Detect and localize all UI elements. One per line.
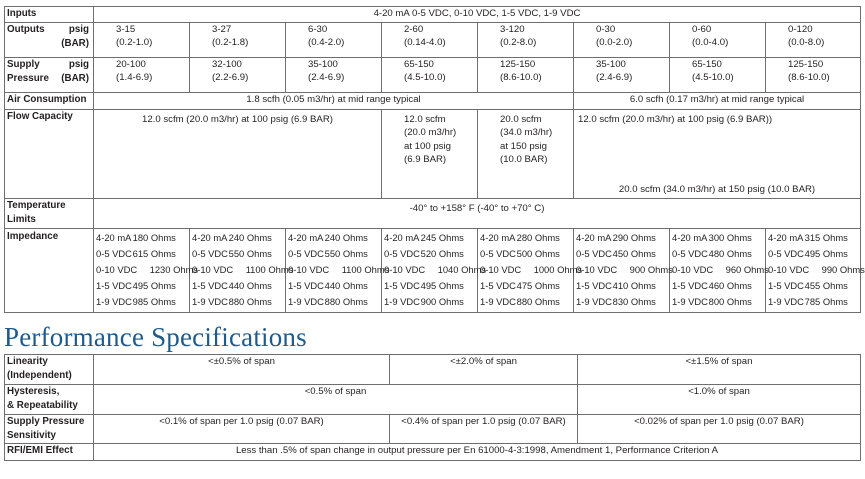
impedance-line <box>480 278 571 294</box>
impedance-line <box>672 278 763 294</box>
linearity-left: <±0.5% of span <box>94 355 390 385</box>
outputs-unit-psig: psig <box>68 24 89 35</box>
impedance-signal: 0-5 VDC <box>480 247 516 259</box>
supply-range-cell: 65-150 (4.5-10.0) <box>382 58 478 93</box>
impedance-ohms: 520 Ohms <box>420 247 464 259</box>
impedance-line <box>480 294 571 310</box>
impedance-ohms: 880 Ohms <box>228 295 272 307</box>
impedance-ohms: 1040 Ohms <box>437 263 487 275</box>
supply-range-cell: 35-100 (2.4-6.9) <box>574 58 670 93</box>
impedance-signal: 0-10 VDC <box>480 263 522 275</box>
impedance-line <box>480 230 571 246</box>
impedance-cell <box>670 229 769 313</box>
impedance-signal: 0-10 VDC <box>96 263 138 275</box>
impedance-line <box>576 294 667 310</box>
linearity-label: Linearity (Independent) <box>5 355 94 385</box>
impedance-signal: 0-5 VDC <box>384 247 420 259</box>
impedance-ohms: 495 Ohms <box>420 279 464 291</box>
impedance-signal: 1-5 VDC <box>192 279 228 291</box>
impedance-ohms: 1100 Ohms <box>245 263 294 275</box>
impedance-signal: 1-9 VDC <box>288 295 324 307</box>
impedance-line <box>672 230 763 246</box>
section-title: Performance Specifications <box>4 322 307 352</box>
output-range-cell: 6-30 (0.4-2.0) <box>286 23 382 58</box>
impedance-ohms: 550 Ohms <box>324 247 368 259</box>
supply-sensitivity-left: <0.1% of span per 1.0 psig (0.07 BAR) <box>94 415 390 444</box>
impedance-ohms: 315 Ohms <box>804 232 848 243</box>
impedance-ohms: 990 Ohms <box>821 263 865 275</box>
performance-table <box>4 354 861 461</box>
supply-range-cell: 32-100 (2.2-6.9) <box>190 58 286 93</box>
impedance-ohms: 245 Ohms <box>420 232 464 243</box>
supply-range-cell: 65-150 (4.5-10.0) <box>670 58 766 93</box>
impedance-signal: 4-20 mA <box>96 232 132 243</box>
impedance-ohms: 615 Ohms <box>132 247 176 259</box>
air-consumption-right: 6.0 scfh (0.17 m3/hr) at mid range typical <box>574 93 861 110</box>
impedance-ohms: 500 Ohms <box>516 247 560 259</box>
impedance-ohms: 180 Ohms <box>132 232 176 243</box>
supply-sensitivity-label: Supply Pressure Sensitivity <box>5 415 94 444</box>
impedance-signal: 1-5 VDC <box>288 279 324 291</box>
impedance-line <box>576 246 667 262</box>
impedance-ohms: 900 Ohms <box>629 263 673 275</box>
impedance-line <box>96 246 187 262</box>
impedance-ohms: 280 Ohms <box>516 232 560 243</box>
impedance-line <box>480 246 571 262</box>
flow-capacity-row <box>5 110 861 199</box>
impedance-line <box>192 294 283 310</box>
inputs-label: Inputs <box>5 7 94 23</box>
impedance-line <box>768 278 858 294</box>
flow-capacity-left: 12.0 scfm (20.0 m3/hr) at 100 psig (6.9 BAR) <box>94 110 382 199</box>
impedance-line <box>384 278 475 294</box>
impedance-line <box>96 294 187 310</box>
outputs-row <box>5 23 861 58</box>
impedance-label: Impedance <box>5 229 94 313</box>
impedance-line <box>672 246 763 262</box>
impedance-line <box>192 246 283 262</box>
output-range-cell: 3-120 (0.2-8.0) <box>478 23 574 58</box>
impedance-line <box>672 262 769 278</box>
impedance-signal: 1-5 VDC <box>96 279 132 291</box>
supply-unit-bar: (BAR) <box>61 72 89 84</box>
impedance-row <box>5 229 861 313</box>
impedance-ohms: 900 Ohms <box>420 295 464 307</box>
impedance-ohms: 475 Ohms <box>516 279 560 291</box>
hysteresis-row <box>5 385 861 415</box>
impedance-signal: 1-9 VDC <box>768 295 804 307</box>
impedance-cell <box>574 229 673 313</box>
air-consumption-left: 1.8 scfh (0.05 m3/hr) at mid range typical <box>94 93 574 110</box>
output-range-cell: 0-60 (0.0-4.0) <box>670 23 766 58</box>
flow-capacity-right-top: 12.0 scfm (20.0 m3/hr) at 100 psig (6.9 BAR)) <box>578 114 773 125</box>
supply-range-cell: 125-150 (8.6-10.0) <box>766 58 861 93</box>
impedance-signal: 1-5 VDC <box>768 279 804 291</box>
impedance-signal: 0-5 VDC <box>288 247 324 259</box>
temperature-label: Temperature Limits <box>5 199 94 229</box>
output-range-cell: 3-15 (0.2-1.0) <box>94 23 190 58</box>
output-range-cell: 3-27 (0.2-1.8) <box>190 23 286 58</box>
impedance-signal: 0-5 VDC <box>576 247 612 259</box>
flow-capacity-mid2: 20.0 scfm (34.0 m3/hr) at 150 psig (10.0 BAR) <box>478 110 574 199</box>
impedance-ohms: 880 Ohms <box>324 295 368 307</box>
impedance-ohms: 440 Ohms <box>228 279 272 291</box>
impedance-signal: 0-5 VDC <box>672 247 708 259</box>
impedance-ohms: 495 Ohms <box>132 279 176 291</box>
linearity-right: <±1.5% of span <box>578 355 861 385</box>
impedance-signal: 4-20 mA <box>384 232 420 243</box>
impedance-signal: 0-5 VDC <box>96 247 132 259</box>
impedance-line <box>576 278 667 294</box>
inputs-value: 4-20 mA 0-5 VDC, 0-10 VDC, 1-5 VDC, 1-9 VDC <box>94 7 861 23</box>
hysteresis-right: <1.0% of span <box>578 385 861 415</box>
impedance-signal: 1-5 VDC <box>384 279 420 291</box>
flow-capacity-mid1: 12.0 scfm (20.0 m3/hr) at 100 psig (6.9 BAR) <box>382 110 478 199</box>
impedance-signal: 1-5 VDC <box>576 279 612 291</box>
flow-capacity-right-bottom: 20.0 scfm (34.0 m3/hr) at 150 psig (10.0 BAR) <box>618 184 816 195</box>
impedance-ohms: 1230 Ohms <box>149 263 199 275</box>
outputs-unit-bar: (BAR) <box>61 37 89 49</box>
impedance-line <box>96 278 187 294</box>
rfi-value: Less than .5% of span change in output pressure per En 61000-4-3:1998, Amendment 1, Performance Criterion A <box>94 444 861 461</box>
impedance-signal: 1-9 VDC <box>672 295 708 307</box>
output-range-cell: 0-120 (0.0-8.0) <box>766 23 861 58</box>
impedance-signal: 1-9 VDC <box>192 295 228 307</box>
impedance-signal: 4-20 mA <box>768 232 804 243</box>
impedance-line <box>384 294 475 310</box>
impedance-signal: 4-20 mA <box>288 232 324 243</box>
supply-sensitivity-row <box>5 415 861 444</box>
impedance-signal: 4-20 mA <box>576 232 612 243</box>
impedance-ohms: 550 Ohms <box>228 247 272 259</box>
impedance-line <box>192 230 283 246</box>
impedance-ohms: 480 Ohms <box>708 247 752 259</box>
impedance-ohms: 290 Ohms <box>612 232 656 243</box>
impedance-ohms: 300 Ohms <box>708 232 752 243</box>
impedance-line <box>288 278 379 294</box>
impedance-ohms: 455 Ohms <box>804 279 848 291</box>
impedance-signal: 0-10 VDC <box>288 263 330 275</box>
impedance-line <box>288 262 390 278</box>
impedance-cell <box>766 229 865 313</box>
impedance-signal: 4-20 mA <box>480 232 516 243</box>
impedance-signal: 1-9 VDC <box>96 295 132 307</box>
impedance-signal: 0-5 VDC <box>192 247 228 259</box>
impedance-line <box>480 262 583 278</box>
impedance-cell <box>94 229 199 313</box>
impedance-ohms: 450 Ohms <box>612 247 656 259</box>
impedance-cell <box>190 229 294 313</box>
impedance-signal: 1-5 VDC <box>480 279 516 291</box>
impedance-signal: 4-20 mA <box>192 232 228 243</box>
impedance-line <box>192 262 294 278</box>
impedance-signal: 0-5 VDC <box>768 247 804 259</box>
flow-capacity-right <box>574 110 861 199</box>
impedance-ohms: 985 Ohms <box>132 295 176 307</box>
linearity-row <box>5 355 861 385</box>
impedance-line <box>768 294 858 310</box>
impedance-ohms: 880 Ohms <box>516 295 560 307</box>
impedance-ohms: 830 Ohms <box>612 295 656 307</box>
impedance-ohms: 460 Ohms <box>708 279 752 291</box>
rfi-label: RFI/EMI Effect <box>5 444 94 461</box>
impedance-line <box>384 262 487 278</box>
hysteresis-left: <0.5% of span <box>94 385 578 415</box>
impedance-line <box>768 230 858 246</box>
impedance-ohms: 410 Ohms <box>612 279 656 291</box>
impedance-signal: 0-10 VDC <box>576 263 618 275</box>
output-range-cell: 2-60 (0.14-4.0) <box>382 23 478 58</box>
impedance-cell <box>382 229 487 313</box>
linearity-mid: <±2.0% of span <box>390 355 578 385</box>
impedance-signal: 0-10 VDC <box>768 263 810 275</box>
supply-range-cell: 35-100 (2.4-6.9) <box>286 58 382 93</box>
impedance-line <box>96 262 199 278</box>
impedance-signal: 1-9 VDC <box>384 295 420 307</box>
impedance-line <box>576 262 673 278</box>
output-range-cell: 0-30 (0.0-2.0) <box>574 23 670 58</box>
inputs-row <box>5 7 861 23</box>
impedance-ohms: 440 Ohms <box>324 279 368 291</box>
supply-unit-psig: psig <box>68 59 89 70</box>
impedance-ohms: 960 Ohms <box>725 263 769 275</box>
impedance-signal: 1-5 VDC <box>672 279 708 291</box>
impedance-line <box>192 278 283 294</box>
supply-label-text2: Pressure <box>7 72 49 84</box>
supply-label-text: Supply <box>7 59 40 70</box>
impedance-signal: 0-10 VDC <box>384 263 426 275</box>
impedance-signal: 0-10 VDC <box>672 263 714 275</box>
impedance-ohms: 800 Ohms <box>708 295 752 307</box>
supply-range-cell: 20-100 (1.4-6.9) <box>94 58 190 93</box>
temperature-value: -40° to +158° F (-40° to +70° C) <box>94 199 861 229</box>
supply-range-cell: 125-150 (8.6-10.0) <box>478 58 574 93</box>
impedance-cell <box>286 229 390 313</box>
outputs-label <box>5 23 94 58</box>
impedance-line <box>672 294 763 310</box>
air-consumption-row <box>5 93 861 110</box>
supply-row <box>5 58 861 93</box>
temperature-row <box>5 199 861 229</box>
hysteresis-label: Hysteresis, & Repeatability <box>5 385 94 415</box>
impedance-signal: 1-9 VDC <box>576 295 612 307</box>
impedance-ohms: 785 Ohms <box>804 295 848 307</box>
rfi-row <box>5 444 861 461</box>
supply-sensitivity-mid: <0.4% of span per 1.0 psig (0.07 BAR) <box>390 415 578 444</box>
supply-sensitivity-right: <0.02% of span per 1.0 psig (0.07 BAR) <box>578 415 861 444</box>
impedance-ohms: 495 Ohms <box>804 247 848 259</box>
impedance-ohms: 1000 Ohms <box>533 263 583 275</box>
impedance-line <box>768 262 865 278</box>
impedance-line <box>384 230 475 246</box>
flow-capacity-label: Flow Capacity <box>5 110 94 199</box>
impedance-ohms: 240 Ohms <box>324 232 368 243</box>
impedance-line <box>96 230 187 246</box>
outputs-label-text: Outputs <box>7 24 45 35</box>
impedance-line <box>384 246 475 262</box>
impedance-line <box>288 294 379 310</box>
impedance-ohms: 1100 Ohms <box>341 263 390 275</box>
specifications-table <box>4 6 865 313</box>
impedance-line <box>576 230 667 246</box>
impedance-line <box>768 246 858 262</box>
impedance-line <box>288 230 379 246</box>
impedance-cell <box>478 229 583 313</box>
impedance-signal: 1-9 VDC <box>480 295 516 307</box>
supply-label <box>5 58 94 93</box>
impedance-signal: 4-20 mA <box>672 232 708 243</box>
impedance-signal: 0-10 VDC <box>192 263 234 275</box>
impedance-ohms: 240 Ohms <box>228 232 272 243</box>
air-consumption-label: Air Consumption <box>5 93 94 110</box>
impedance-line <box>288 246 379 262</box>
